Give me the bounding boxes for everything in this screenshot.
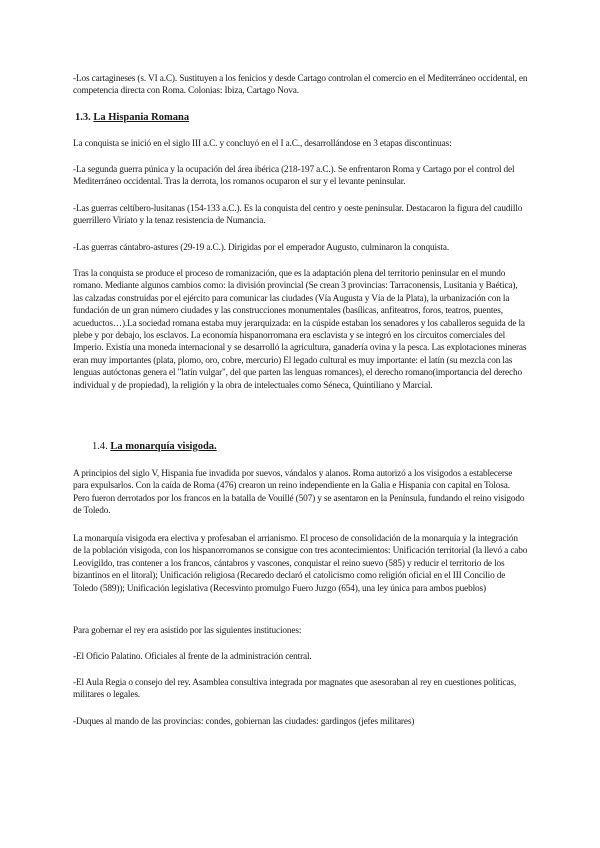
paragraph-oficio-palatino: -El Oficio Palatino. Oficiales al frente de la administración central.: [73, 652, 312, 662]
section-heading-monarquia-visigoda: [92, 441, 217, 452]
paragraph-invasiones: A principios del siglo V, Hispania fue invadida por suevos, vándalos y alanos. Roma autorizó a los visigodos a establecerse para expulsarlos. Con la caída de Roma (476) crearon un reino independiente en la Galia e Hispania con capital en Tolosa. Pero fueron derrotados por los francos en la batalla de Vouillé (507) y se asentaron en la Península, fundando el reino visigodo de Toledo.: [73, 469, 525, 517]
section-heading-hispania-romana: [75, 112, 189, 123]
section-number: 1.3.: [75, 112, 91, 123]
section-title: La monarquía visigoda.: [110, 441, 217, 452]
paragraph-aula-regia: -El Aula Regia o consejo del rey. Asamblea consultiva integrada por magnates que asesoraban al rey en cuestiones políticas, militares o legales.: [73, 678, 517, 701]
paragraph-guerras-cantabro: -Las guerras cántabro-astures (29-19 a.C.). Dirigidas por el emperador Augusto, culminaron la conquista.: [73, 243, 450, 253]
section-title: La Hispania Romana: [93, 112, 190, 123]
paragraph-guerra-punica: -La segunda guerra púnica y la ocupación del área ibérica (218-197 a.C.). Se enfrentaron Roma y Cartago por el control del Mediterráneo occidental. Tras la derrota, los romanos ocuparon el sur y el levante peninsular.: [73, 165, 515, 188]
paragraph-guerras-celtibero: -Las guerras celtíbero-lusitanas (154-133 a.C.). Es la conquista del centro y oeste peninsular. Destacaron la figura del caudillo guerrillero Viriato y la tenaz resistencia de Numancia.: [73, 204, 523, 227]
paragraph-duques: -Duques al mando de las provincias: condes, gobiernan las ciudades: gardingos (jefes militares): [73, 717, 415, 727]
paragraph-instituciones: Para gobernar el rey era asistido por las siguientes instituciones:: [73, 626, 302, 636]
paragraph-romanizacion: Tras la conquista se produce el proceso de romanización, que es la adaptación plena del territorio peninsular en el mundo romano. Mediante algunos cambios como: la división provincial (Se crean 3 provincias: Tarraconensis, Lusitania y Baética), las calzadas construidas por el ejército para comunicar las ciudades (Vía Augusta y Vía de la Plata), la urbanización con la fundación de un gran número ciudades y las construcciones monumentales (basílicas, anfiteatros, foros, teatros, puentes, acueductos…).La sociedad romana estaba muy jerarquizada: en la cúspide estaban los senadores y los caballeros seguida de la plebe y por debajo, los esclavos. La economía hispanorromana era esclavista y se integró en los circuitos comerciales del Imperio. Existía una moneda internacional y se desarrolló la agricultura, ganadería ovina y la pesca. Las explotaciones mineras eran muy importantes (plata, plomo, oro, cobre, mercurio) El legado cultural es muy importante: el latín (su mezcla con las lenguas autóctonas genera el "latín vulgar", del que parten las lenguas romances), el derecho romano(importancia del derecho individual y de propiedad), la religión y la obra de intelectuales como Séneca, Quintiliano y Marcial.: [73, 269, 527, 391]
paragraph-monarquia-electiva: La monarquía visigoda era electiva y profesaban el arrianismo. El proceso de consolidación de la monarquía y la integración de la población visigoda, con los hispanorromanos se consigue con tres acontecimientos: Unificación territorial (la llevó a cabo Leovigildo, tras contener a los francos, cántabros y vascones, conquistar el reino suevo (585) y reducir el territorio de los bizantinos en el litoral); Unificación religiosa (Recaredo declaró el catolicismo como religión oficial en el III Concilio de Toledo (589)); Unificación legislativa (Recesvinto promulgo Fuero Juzgo (654), una ley única para ambos pueblos): [73, 534, 528, 594]
section-number: 1.4.: [92, 441, 108, 452]
paragraph-cartagineses: -Los cartagineses (s. VI a.C). Sustituyen a los fenicios y desde Cartago controlan el comercio en el Mediterráneo occidental, en competencia directa con Roma. Colonias: Ibiza, Cartago Nova.: [73, 74, 528, 97]
paragraph-conquista-intro: La conquista se inició en el siglo III a.C. y concluyó en el I a.C., desarrollándose en 3 etapas discontinuas:: [73, 139, 452, 149]
